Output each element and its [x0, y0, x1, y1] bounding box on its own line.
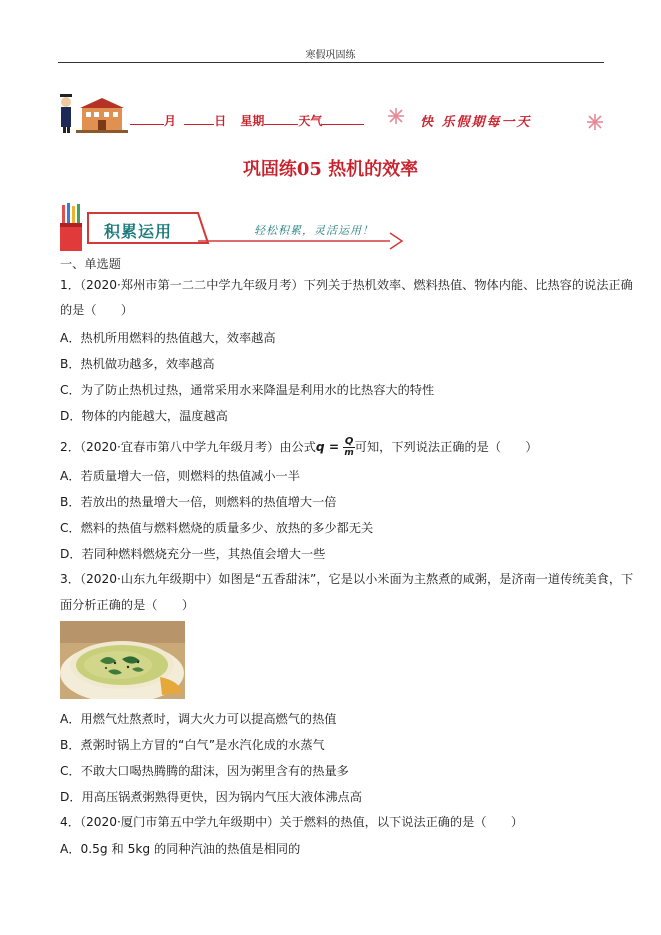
question-2-formula [316, 437, 355, 458]
section-heading: 一、单选题 [60, 257, 121, 271]
date-fill-row [130, 112, 364, 129]
weekday-label: 星期 [240, 114, 265, 128]
question-2-stem [60, 437, 538, 458]
formula-q: q [315, 440, 325, 454]
soup-bowl-image [60, 621, 185, 699]
question-3-option-c: C．不敢大口喝热腾腾的甜沫，因为粥里含有的热量多 [60, 764, 349, 778]
question-2-stem-after: 可知，下列说法正确的是（ ） [354, 440, 538, 454]
formula-eq: = [328, 440, 340, 454]
weather-blank [322, 112, 364, 125]
question-2-option-d: D．若同种燃料燃烧充分一些，其热值会增大一些 [60, 547, 326, 561]
question-4-option-a: A．0.5g 和 5kg 的同种汽油的热值是相同的 [60, 842, 301, 856]
section-banner-label: 积累运用 [104, 222, 173, 241]
weekday-blank [264, 112, 298, 125]
page-title: 巩固练05 热机的效率 [242, 159, 419, 180]
pencil-cup-icon [60, 203, 82, 251]
question-3-stem-line2: 面分析正确的是（ ） [60, 598, 195, 612]
question-2-option-c: C．燃料的热值与燃料燃烧的质量多少、放热的多少都无关 [60, 521, 374, 535]
day-blank [184, 112, 214, 125]
day-label: 日 [214, 114, 227, 128]
question-2-stem-before: 2．（2020·宜春市第八中学九年级月考）由公式 [60, 440, 316, 454]
question-2-option-a: A．若质量增大一倍，则燃料的热值减小一半 [60, 469, 300, 483]
header-rule [58, 62, 604, 63]
weather-label: 天气 [298, 114, 323, 128]
formula-numerator: Q [344, 436, 354, 447]
question-1-option-c: C．为了防止热机过热，通常采用水来降温是利用水的比热容大的特性 [60, 383, 435, 397]
graduate-icon [60, 94, 72, 133]
question-1-option-a: A．热机所用燃料的热值越大，效率越高 [60, 331, 276, 345]
formula-denominator: m [344, 448, 354, 458]
school-building-icon [76, 98, 128, 133]
question-1-stem-line1: 1．（2020·郑州市第一二二中学九年级月考）下列关于热机效率、燃料热值、物体内能、比热容的说法正确 [60, 278, 633, 292]
question-1-stem-line2: 的是（ ） [60, 303, 134, 317]
question-1-option-d: D．物体的内能越大，温度越高 [60, 409, 228, 423]
question-2-option-b: B．若放出的热量增大一倍，则燃料的热值增大一倍 [60, 495, 337, 509]
question-3-stem-line1: 3．（2020·山东九年级期中）如图是“五香甜沫”，它是以小米面为主熬煮的咸粥，是济南一道传统美食，下 [60, 572, 634, 586]
month-label: 月 [164, 114, 177, 128]
question-3-option-b: B．煮粥时锅上方冒的“白气”是水汽化成的水蒸气 [60, 738, 325, 752]
question-4-stem: 4．（2020·厦门市第五中学九年级期中）关于燃料的热值，以下说法正确的是（ ） [60, 815, 524, 829]
page-header-title: 寒假巩固练 [305, 50, 356, 61]
question-1-option-b: B．热机做功越多，效率越高 [60, 357, 215, 371]
question-3-option-d: D．用高压锅煮粥熟得更快，因为锅内气压大液体沸点高 [60, 790, 362, 804]
question-3-option-a: A．用燃气灶熬煮时，调大火力可以提高燃气的热值 [60, 712, 337, 726]
month-blank [130, 112, 164, 125]
section-banner-motto: 轻松积累，灵活运用！ [254, 224, 374, 237]
holiday-slogan: 快 乐假期每一天 [420, 115, 532, 130]
